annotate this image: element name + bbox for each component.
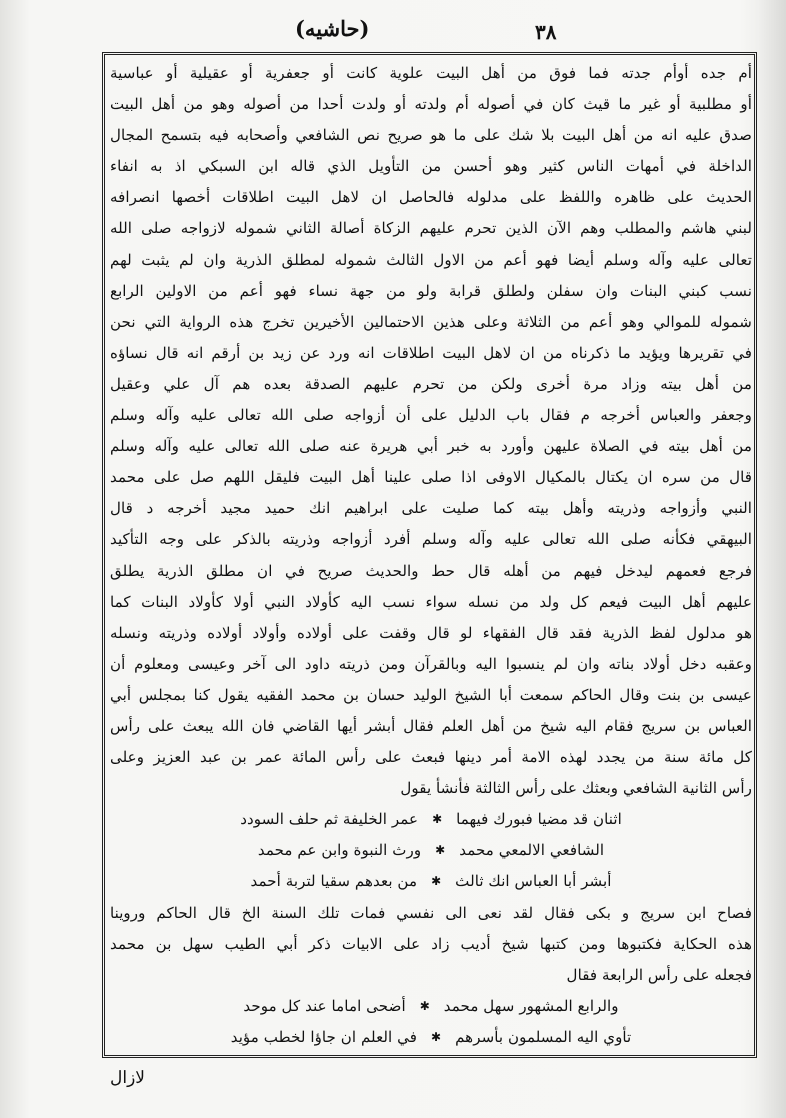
text-line: فجعله على رأس الرابعة فقال xyxy=(566,965,752,984)
verse-second-hemistich: في العلم ان جاؤا لخطب مؤيد xyxy=(230,1027,418,1046)
text-line: فرجع فعمهم ليدخل فيهم من أهله قال حط والحديث صريح في ان مطلق الذرية يطلق xyxy=(110,561,752,580)
text-line: لبني هاشم والمطلب وهم الآن الذين تحرم عليهم الزكاة أصالة الثاني شموله لازواجه صلى الله xyxy=(110,219,752,238)
verse-separator-star-icon: ✱ xyxy=(431,1029,442,1044)
text-line: في تقريرها ويؤيد ما ذكرناه من ان لاهل البيت اطلاقات انه ورد عن زيد بن أرقم انه قال نساؤه xyxy=(110,343,752,362)
verse-first-hemistich: الشافعي الالمعي محمد xyxy=(459,841,605,860)
poem-verse xyxy=(110,866,752,897)
text-line: أم جده أوأم جدته فما فوق من أهل البيت علوية كانت أو جعفرية أو عقيلية أو عباسية xyxy=(110,64,752,82)
text-line: الحديث على ظاهره واللفظ على مدلوله فالحاصل ان لاهل البيت اطلاقات أخصها انصرافه xyxy=(110,188,752,207)
verse-first-hemistich: اثنان قد مضيا فبورك فيهما xyxy=(456,810,622,829)
text-line: الداخلة في أمهات الناس كثير وهو أحسن من التأويل الذي قاله ابن السبكي اذ به انفاء xyxy=(110,157,752,176)
poem-verse xyxy=(110,835,752,866)
poem-verse xyxy=(110,1022,752,1053)
verse-separator-star-icon: ✱ xyxy=(431,874,442,889)
verse-separator-star-icon: ✱ xyxy=(419,998,430,1013)
text-line: النبي وأزواجه وذريته وأهل بيته كما صليت على ابراهيم انك حميد مجيد أخرجه د قال xyxy=(110,499,752,518)
verse-first-hemistich: والرابع المشهور سهل محمد xyxy=(443,996,619,1015)
text-line: تعالى عليه وآله وسلم أيضا فهو أعم من الاول الثالث شموله لمطلق الذرية وان لم يثبت لهم xyxy=(110,250,752,269)
text-line: هو مدلول لفظ الذرية فقد قال الفقهاء لو قال وقفت على أولاده وأولاد أولاده وذريته ونسله xyxy=(110,623,752,642)
text-line: من أهل بيته في الصلاة عليهن وأورد به خبر أبي هريرة عنه صلى الله تعالى عليه وآله وسلم xyxy=(110,437,752,456)
text-line: وجعفر والعباس أخرجه م فقال باب الدليل على أن أزواجه صلى الله تعالى عليه وآله وسلم xyxy=(110,406,752,425)
verse-second-hemistich: عمر الخليفة ثم حلف السودد xyxy=(240,810,419,829)
verse-second-hemistich: ورث النبوة وابن عم محمد xyxy=(257,841,422,860)
verse-first-hemistich: أبشر أبا العباس انك ثالث xyxy=(455,872,612,891)
poem-verse xyxy=(110,991,752,1022)
text-line: رأس الثانية الشافعي وبعثك على رأس الثالثة فأنشأ يقول xyxy=(400,779,752,798)
page-title: (حاشيه) xyxy=(295,16,370,41)
verse-separator-star-icon: ✱ xyxy=(432,812,443,827)
verse-second-hemistich: أضحى اماما عند كل موحد xyxy=(243,996,406,1015)
verse-second-hemistich: من بعدهم سقيا لتربة أحمد xyxy=(250,872,418,891)
text-line: البيهقي فكأنه صلى الله تعالى عليه وآله وسلم أفرد أزواجه وذريته بالذكر على وجه التأكيد xyxy=(110,530,752,549)
text-line: نسب كبني البنات وان سفلن ولطلق قرابة ولو من جهة نساء فهو أعم من الاولين الرابع xyxy=(110,281,752,300)
catchword: لازال xyxy=(110,1068,145,1088)
text-line: العباس بن سريج فقام اليه شيخ من أهل العلم فقال أبشر أيها القاضي فان الله يبعث على رأس xyxy=(110,716,752,735)
text-line: من أهل بيته وزاد مرة أخرى ولكن من تحرم عليهم الصدقة بعده هم آل علي وعقيل xyxy=(110,374,752,393)
text-line: هذه الحكاية فكتبوها ومن كتبها شيخ أديب زاد على الابيات ذكر أبي الطيب سهل بن محمد xyxy=(110,934,752,953)
verse-separator-star-icon: ✱ xyxy=(435,843,446,858)
page-number: ٣٨ xyxy=(535,20,557,44)
page-header xyxy=(0,10,786,54)
text-line: شموله للموالي وهو أعم من الثلاثة وعلى هذين الاحتمالين الأخيرين تخرج هذه الرواية التي نحن xyxy=(110,312,752,331)
text-line: وعقبه دخل أولاد بناته وان لم ينسبوا اليه وبالقرآن ومن ذريته داود الى آخر وعيسى ومعلوم أن xyxy=(110,654,752,673)
text-line: كل مائة سنة من يجدد لهذه الامة أمر دينها فبعث على رأس المائة عمر بن عبد العزيز وعلى xyxy=(110,748,752,767)
text-line: عليهم أهل البيت فيعم كل ولد من نسله سواء نسب اليه كأولاد النبي أولا كأولاد البنات كما xyxy=(110,592,752,611)
poem-verse xyxy=(110,804,752,835)
main-text-block xyxy=(110,58,752,1048)
text-line: صدق عليه انه من أهل البيت بلا شك على ما هو صريح نص الشافعي وأصحابه فيه بتسمح المجال xyxy=(110,126,752,145)
text-line: فصاح ابن سريج و بكى فقال لقد نعى الى نفسي فمات تلك السنة الخ قال الحاكم وروينا xyxy=(110,903,752,922)
text-line: قال من سره ان يكتال بالمكيال الاوفى اذا صلى علينا أهل البيت فليقل اللهم صل على محمد xyxy=(110,468,752,487)
text-line: عيسى بن بنت وقال الحاكم سمعت أبا الشيخ الوليد حسان بن محمد الفقيه يقول كنا بمجلس أبي xyxy=(110,685,752,704)
verse-first-hemistich: تأوي اليه المسلمون بأسرهم xyxy=(455,1027,632,1046)
scan-edge-shadow xyxy=(758,0,786,1118)
text-line: أو مطلبية أو غير ما قيث كان في أصوله أم ولدته أو ولدت أحدا من أصوله وهو من أهل البيت xyxy=(110,95,752,114)
